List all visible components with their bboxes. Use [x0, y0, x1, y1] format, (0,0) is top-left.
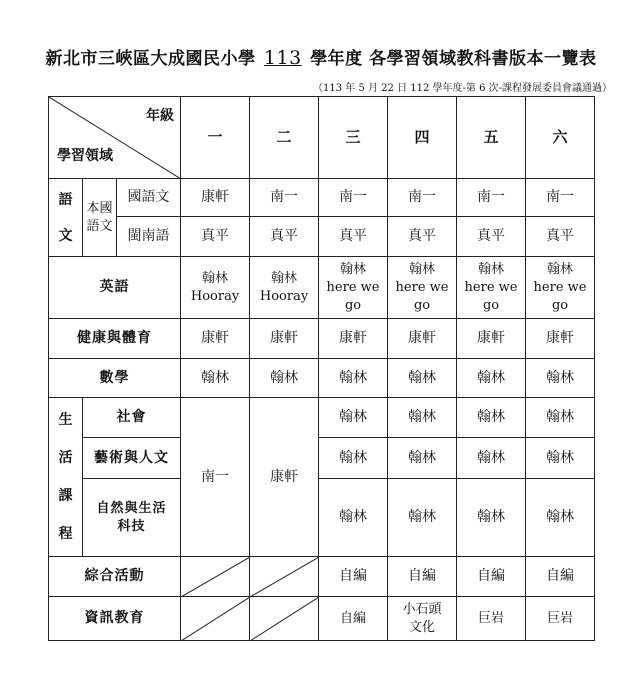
grade-header: 五: [457, 97, 526, 179]
science-label: 自然與生活 科技: [83, 479, 181, 557]
corner-header-cell: [49, 97, 181, 179]
slash-line: [250, 557, 319, 597]
table-cell: 巨岩: [457, 597, 526, 641]
slash-line: [181, 597, 250, 641]
area-axis-label: 學習領域: [57, 148, 113, 164]
table-cell: 真平: [526, 217, 595, 257]
table-cell: 康軒: [181, 179, 250, 217]
social-label: 社會: [83, 398, 181, 438]
title-suffix: 學年度 各學習領域教科書版本一覽表: [310, 49, 597, 69]
table-cell: 翰林: [388, 438, 457, 479]
table-row: [49, 398, 595, 438]
empty-cell-slashed: [181, 557, 250, 597]
table-cell: 真平: [250, 217, 319, 257]
table-cell: 翰林: [526, 359, 595, 398]
grade-header: 四: [388, 97, 457, 179]
table-row: [49, 179, 595, 217]
table-cell: 翰林: [526, 398, 595, 438]
table-cell: 康軒: [526, 319, 595, 359]
table-cell: 翰林 Hooray: [250, 257, 319, 319]
table-cell: 翰林: [388, 398, 457, 438]
title-prefix: 新北市三峽區大成國民小學: [45, 49, 256, 69]
mandarin-label: 國語文: [117, 179, 181, 217]
table-cell: 真平: [319, 217, 388, 257]
table-cell: 南一: [457, 179, 526, 217]
table-row: [49, 319, 595, 359]
table-row: [49, 479, 595, 557]
table-row: [49, 557, 595, 597]
slash-line: [250, 597, 319, 641]
table-row: [49, 438, 595, 479]
title-year: 113: [263, 47, 302, 69]
table-cell: 真平: [181, 217, 250, 257]
table-cell: 翰林 Hooray: [181, 257, 250, 319]
table-cell: 南一: [250, 179, 319, 217]
table-cell: 翰林 here we go: [457, 257, 526, 319]
table-cell: 南一: [526, 179, 595, 217]
empty-cell-slashed: [181, 597, 250, 641]
table-cell: 翰林: [319, 359, 388, 398]
table-cell: 翰林 here we go: [388, 257, 457, 319]
table-cell: 翰林: [457, 398, 526, 438]
math-label: 數學: [49, 359, 181, 398]
table-row: [49, 359, 595, 398]
table-cell: 康軒: [181, 319, 250, 359]
slash-line: [181, 557, 250, 597]
life-group-label: 生 活 課 程: [49, 398, 83, 557]
table-cell: 翰林: [250, 359, 319, 398]
textbook-table: [48, 96, 595, 641]
empty-cell-slashed: [250, 557, 319, 597]
life-grade1-cell: 南一: [181, 398, 250, 557]
activities-label: 綜合活動: [49, 557, 181, 597]
table-cell: 南一: [319, 179, 388, 217]
table-cell: 翰林: [319, 438, 388, 479]
table-cell: 自編: [319, 557, 388, 597]
grade-header: 二: [250, 97, 319, 179]
arts-label: 藝術與人文: [83, 438, 181, 479]
grade-axis-label: 年級: [146, 108, 175, 124]
table-cell: 康軒: [388, 319, 457, 359]
header-row: [49, 97, 595, 179]
table-cell: 翰林 here we go: [526, 257, 595, 319]
table-cell: 翰林: [319, 479, 388, 557]
grade-header: 一: [181, 97, 250, 179]
approval-note: （113 年 5 月 22 日 112 學年度-第 6 次-課程發展委員會議通過）: [313, 83, 612, 94]
grade-header: 六: [526, 97, 595, 179]
table-cell: 小石頭 文化: [388, 597, 457, 641]
table-row: [49, 257, 595, 319]
table-cell: 巨岩: [526, 597, 595, 641]
life-grade2-cell: 康軒: [250, 398, 319, 557]
table-cell: 翰林: [526, 438, 595, 479]
table-cell: 自編: [319, 597, 388, 641]
table-cell: 翰林: [181, 359, 250, 398]
table-cell: 康軒: [319, 319, 388, 359]
table-cell: 南一: [388, 179, 457, 217]
page-title: [0, 44, 642, 69]
english-label: 英語: [49, 257, 181, 319]
table-cell: 自編: [457, 557, 526, 597]
table-cell: 翰林: [388, 479, 457, 557]
table-cell: 康軒: [457, 319, 526, 359]
table-row: [49, 217, 595, 257]
language-group-label: 語 文: [49, 179, 83, 257]
table-cell: 康軒: [250, 319, 319, 359]
it-label: 資訊教育: [49, 597, 181, 641]
table-cell: 翰林: [457, 359, 526, 398]
table-cell: 翰林 here we go: [319, 257, 388, 319]
table-cell: 翰林: [388, 359, 457, 398]
table-cell: 自編: [526, 557, 595, 597]
table-row: [49, 597, 595, 641]
health-label: 健康與體育: [49, 319, 181, 359]
table-cell: 翰林: [319, 398, 388, 438]
table-cell: 翰林: [457, 479, 526, 557]
table-cell: 真平: [388, 217, 457, 257]
empty-cell-slashed: [250, 597, 319, 641]
table-cell: 翰林: [526, 479, 595, 557]
minnan-label: 閩南語: [117, 217, 181, 257]
native-language-label: 本國 語文: [83, 179, 117, 257]
table-cell: 自編: [388, 557, 457, 597]
table-cell: 翰林: [457, 438, 526, 479]
grade-header: 三: [319, 97, 388, 179]
table-cell: 真平: [457, 217, 526, 257]
